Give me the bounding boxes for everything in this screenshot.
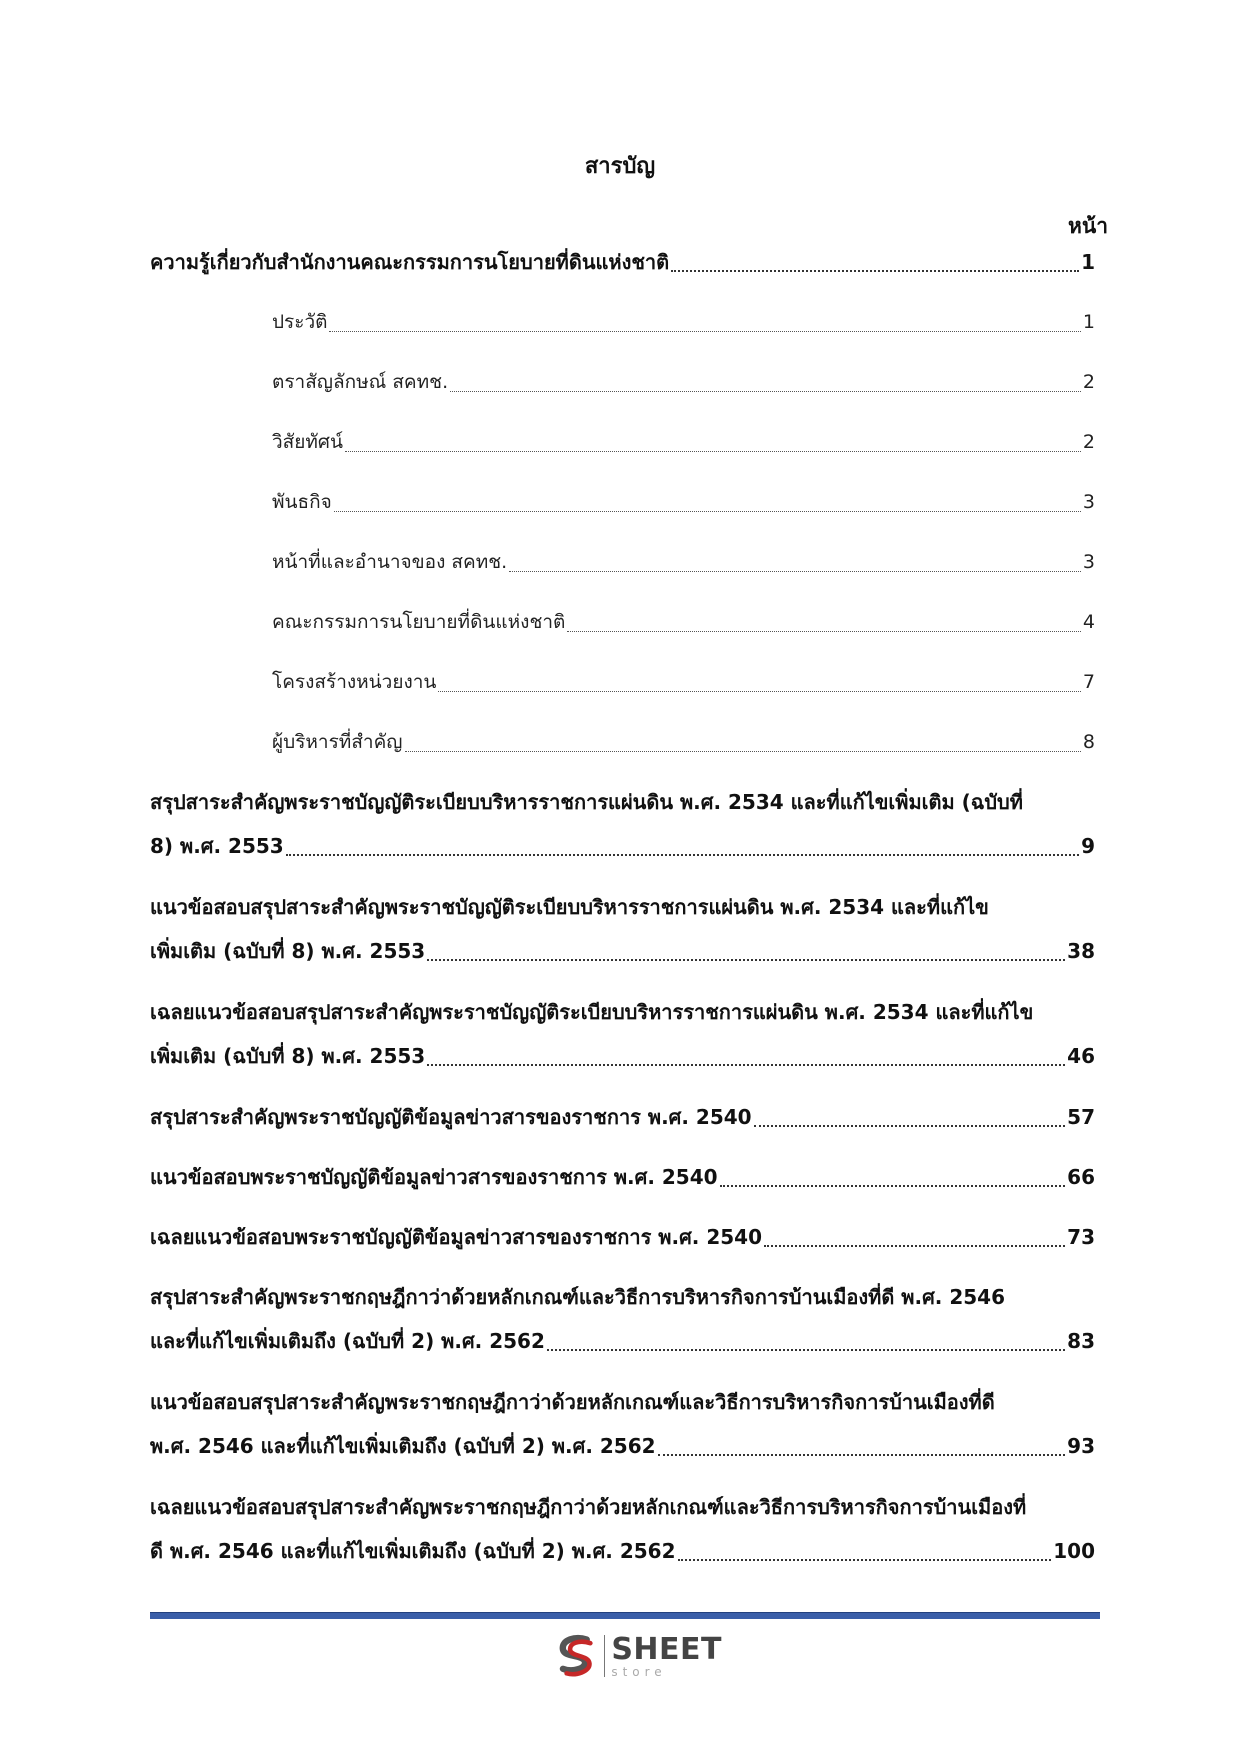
toc-entry — [150, 885, 1095, 973]
logo-text — [611, 1631, 722, 1679]
dot-leader — [438, 690, 1081, 692]
toc-page-number: 4 — [1082, 611, 1095, 633]
toc-entry — [272, 480, 1095, 524]
toc-page-number: 2 — [1082, 431, 1095, 453]
toc-entry-text: เพิ่มเติม (ฉบับที่ 8) พ.ศ. 2553 — [150, 939, 426, 963]
toc-page-number: 100 — [1053, 1539, 1095, 1563]
dot-leader — [334, 510, 1081, 512]
toc-page-number: 3 — [1082, 551, 1095, 573]
toc-entry-text: สรุปสาระสำคัญพระราชบัญญัติระเบียบบริหารราชการแผ่นดิน พ.ศ. 2534 และที่แก้ไขเพิ่มเติม (ฉบับที่ — [150, 790, 1023, 814]
toc-page-number: 66 — [1067, 1165, 1095, 1189]
toc-entry-text: เฉลยแนวข้อสอบสรุปสาระสำคัญพระราชบัญญัติระเบียบบริหารราชการแผ่นดิน พ.ศ. 2534 และที่แก้ไข — [150, 1000, 1034, 1024]
dot-leader — [764, 1244, 1065, 1247]
toc-entry — [272, 660, 1095, 704]
sheet-store-logo-icon — [552, 1630, 600, 1682]
toc-entry — [150, 1215, 1095, 1259]
toc-entry-text: พันธกิจ — [272, 491, 332, 513]
toc-entry-text: เฉลยแนวข้อสอบสรุปสาระสำคัญพระราชกฤษฎีกาว่าด้วยหลักเกณฑ์และวิธีการบริหารกิจการบ้านเมืองที่ — [150, 1495, 1027, 1519]
logo-separator — [604, 1635, 606, 1677]
toc-page-number: 38 — [1067, 939, 1095, 963]
toc-page-number: 7 — [1082, 671, 1095, 693]
toc-entry — [150, 240, 1095, 284]
toc-entry-text: พ.ศ. 2546 และที่แก้ไขเพิ่มเติมถึง (ฉบับที่ 2) พ.ศ. 2562 — [150, 1434, 656, 1458]
toc-entry — [150, 1155, 1095, 1199]
toc-entry-text: โครงสร้างหน่วยงาน — [272, 671, 437, 693]
dot-leader — [658, 1453, 1066, 1456]
dot-leader — [754, 1124, 1066, 1127]
toc-title: สารบัญ — [584, 154, 656, 179]
toc-entry — [150, 1485, 1095, 1573]
toc-entry-text: และที่แก้ไขเพิ่มเติมถึง (ฉบับที่ 2) พ.ศ. 2562 — [150, 1329, 545, 1353]
toc-entry-text: สรุปสาระสำคัญพระราชกฤษฎีกาว่าด้วยหลักเกณฑ์และวิธีการบริหารกิจการบ้านเมืองที่ดี พ.ศ. 2546 — [150, 1285, 1005, 1309]
page-column-label: หน้า — [1068, 214, 1108, 238]
sheet-store-logo — [552, 1628, 722, 1684]
toc-entry — [150, 1380, 1095, 1468]
toc-entry-text: สรุปสาระสำคัญพระราชบัญญัติข้อมูลข่าวสารของราชการ พ.ศ. 2540 — [150, 1105, 752, 1129]
toc-entry-text: ดี พ.ศ. 2546 และที่แก้ไขเพิ่มเติมถึง (ฉบับที่ 2) พ.ศ. 2562 — [150, 1539, 676, 1563]
toc-entry — [272, 540, 1095, 584]
toc-entry-text: เฉลยแนวข้อสอบพระราชบัญญัติข้อมูลข่าวสารของราชการ พ.ศ. 2540 — [150, 1225, 762, 1249]
dot-leader — [427, 1063, 1065, 1066]
toc-entry-text: คณะกรรมการนโยบายที่ดินแห่งชาติ — [272, 611, 566, 633]
toc-page-number: 3 — [1082, 491, 1095, 513]
toc-entry-text: แนวข้อสอบสรุปสาระสำคัญพระราชบัญญัติระเบียบบริหารราชการแผ่นดิน พ.ศ. 2534 และที่แก้ไข — [150, 895, 989, 919]
toc-page-number: 1 — [1082, 311, 1095, 333]
toc-entry-text: วิสัยทัศน์ — [272, 431, 343, 453]
toc-entry — [272, 420, 1095, 464]
dot-leader — [678, 1558, 1052, 1561]
toc-entry — [150, 1275, 1095, 1363]
toc-entry — [272, 360, 1095, 404]
toc-entry-text: แนวข้อสอบพระราชบัญญัติข้อมูลข่าวสารของราชการ พ.ศ. 2540 — [150, 1165, 718, 1189]
toc-page-number: 57 — [1067, 1105, 1095, 1129]
toc-entry-text: ประวัติ — [272, 311, 328, 333]
toc-page-number: 1 — [1081, 250, 1095, 274]
toc-entry — [272, 720, 1095, 764]
dot-leader — [547, 1348, 1065, 1351]
toc-page-number: 2 — [1082, 371, 1095, 393]
dot-leader — [509, 570, 1081, 572]
dot-leader — [329, 330, 1080, 332]
toc-entry — [272, 600, 1095, 644]
toc-entry-text: 8) พ.ศ. 2553 — [150, 834, 284, 858]
footer-rule — [150, 1612, 1100, 1619]
dot-leader — [567, 630, 1081, 632]
toc-entry-text: ความรู้เกี่ยวกับสำนักงานคณะกรรมการนโยบายที่ดินแห่งชาติ — [150, 250, 670, 274]
dot-leader — [427, 958, 1065, 961]
toc-page-number: 8 — [1082, 731, 1095, 753]
toc-entry-text: ตราสัญลักษณ์ สคทช. — [272, 371, 449, 393]
toc-page-number: 83 — [1067, 1329, 1095, 1353]
toc-entry-text: เพิ่มเติม (ฉบับที่ 8) พ.ศ. 2553 — [150, 1044, 426, 1068]
toc-entry-text: แนวข้อสอบสรุปสาระสำคัญพระราชกฤษฎีกาว่าด้วยหลักเกณฑ์และวิธีการบริหารกิจการบ้านเมืองที่ดี — [150, 1390, 995, 1414]
toc-entry — [150, 1095, 1095, 1139]
toc-entry-text: ผู้บริหารที่สำคัญ — [272, 731, 403, 753]
dot-leader — [345, 450, 1081, 452]
toc-page-number: 9 — [1081, 834, 1095, 858]
dot-leader — [671, 269, 1079, 272]
toc-entry — [150, 780, 1095, 868]
logo-subword: store — [611, 1664, 667, 1679]
dot-leader — [405, 750, 1081, 752]
toc-entry-text: หน้าที่และอำนาจของ สคทช. — [272, 551, 508, 573]
logo-word: SHEET — [611, 1631, 722, 1667]
toc-page-number: 73 — [1067, 1225, 1095, 1249]
toc-entry — [272, 300, 1095, 344]
toc-entry — [150, 990, 1095, 1078]
dot-leader — [720, 1184, 1066, 1187]
toc-page-number: 93 — [1067, 1434, 1095, 1458]
toc-page-number: 46 — [1067, 1044, 1095, 1068]
dot-leader — [450, 390, 1081, 392]
dot-leader — [286, 853, 1079, 856]
